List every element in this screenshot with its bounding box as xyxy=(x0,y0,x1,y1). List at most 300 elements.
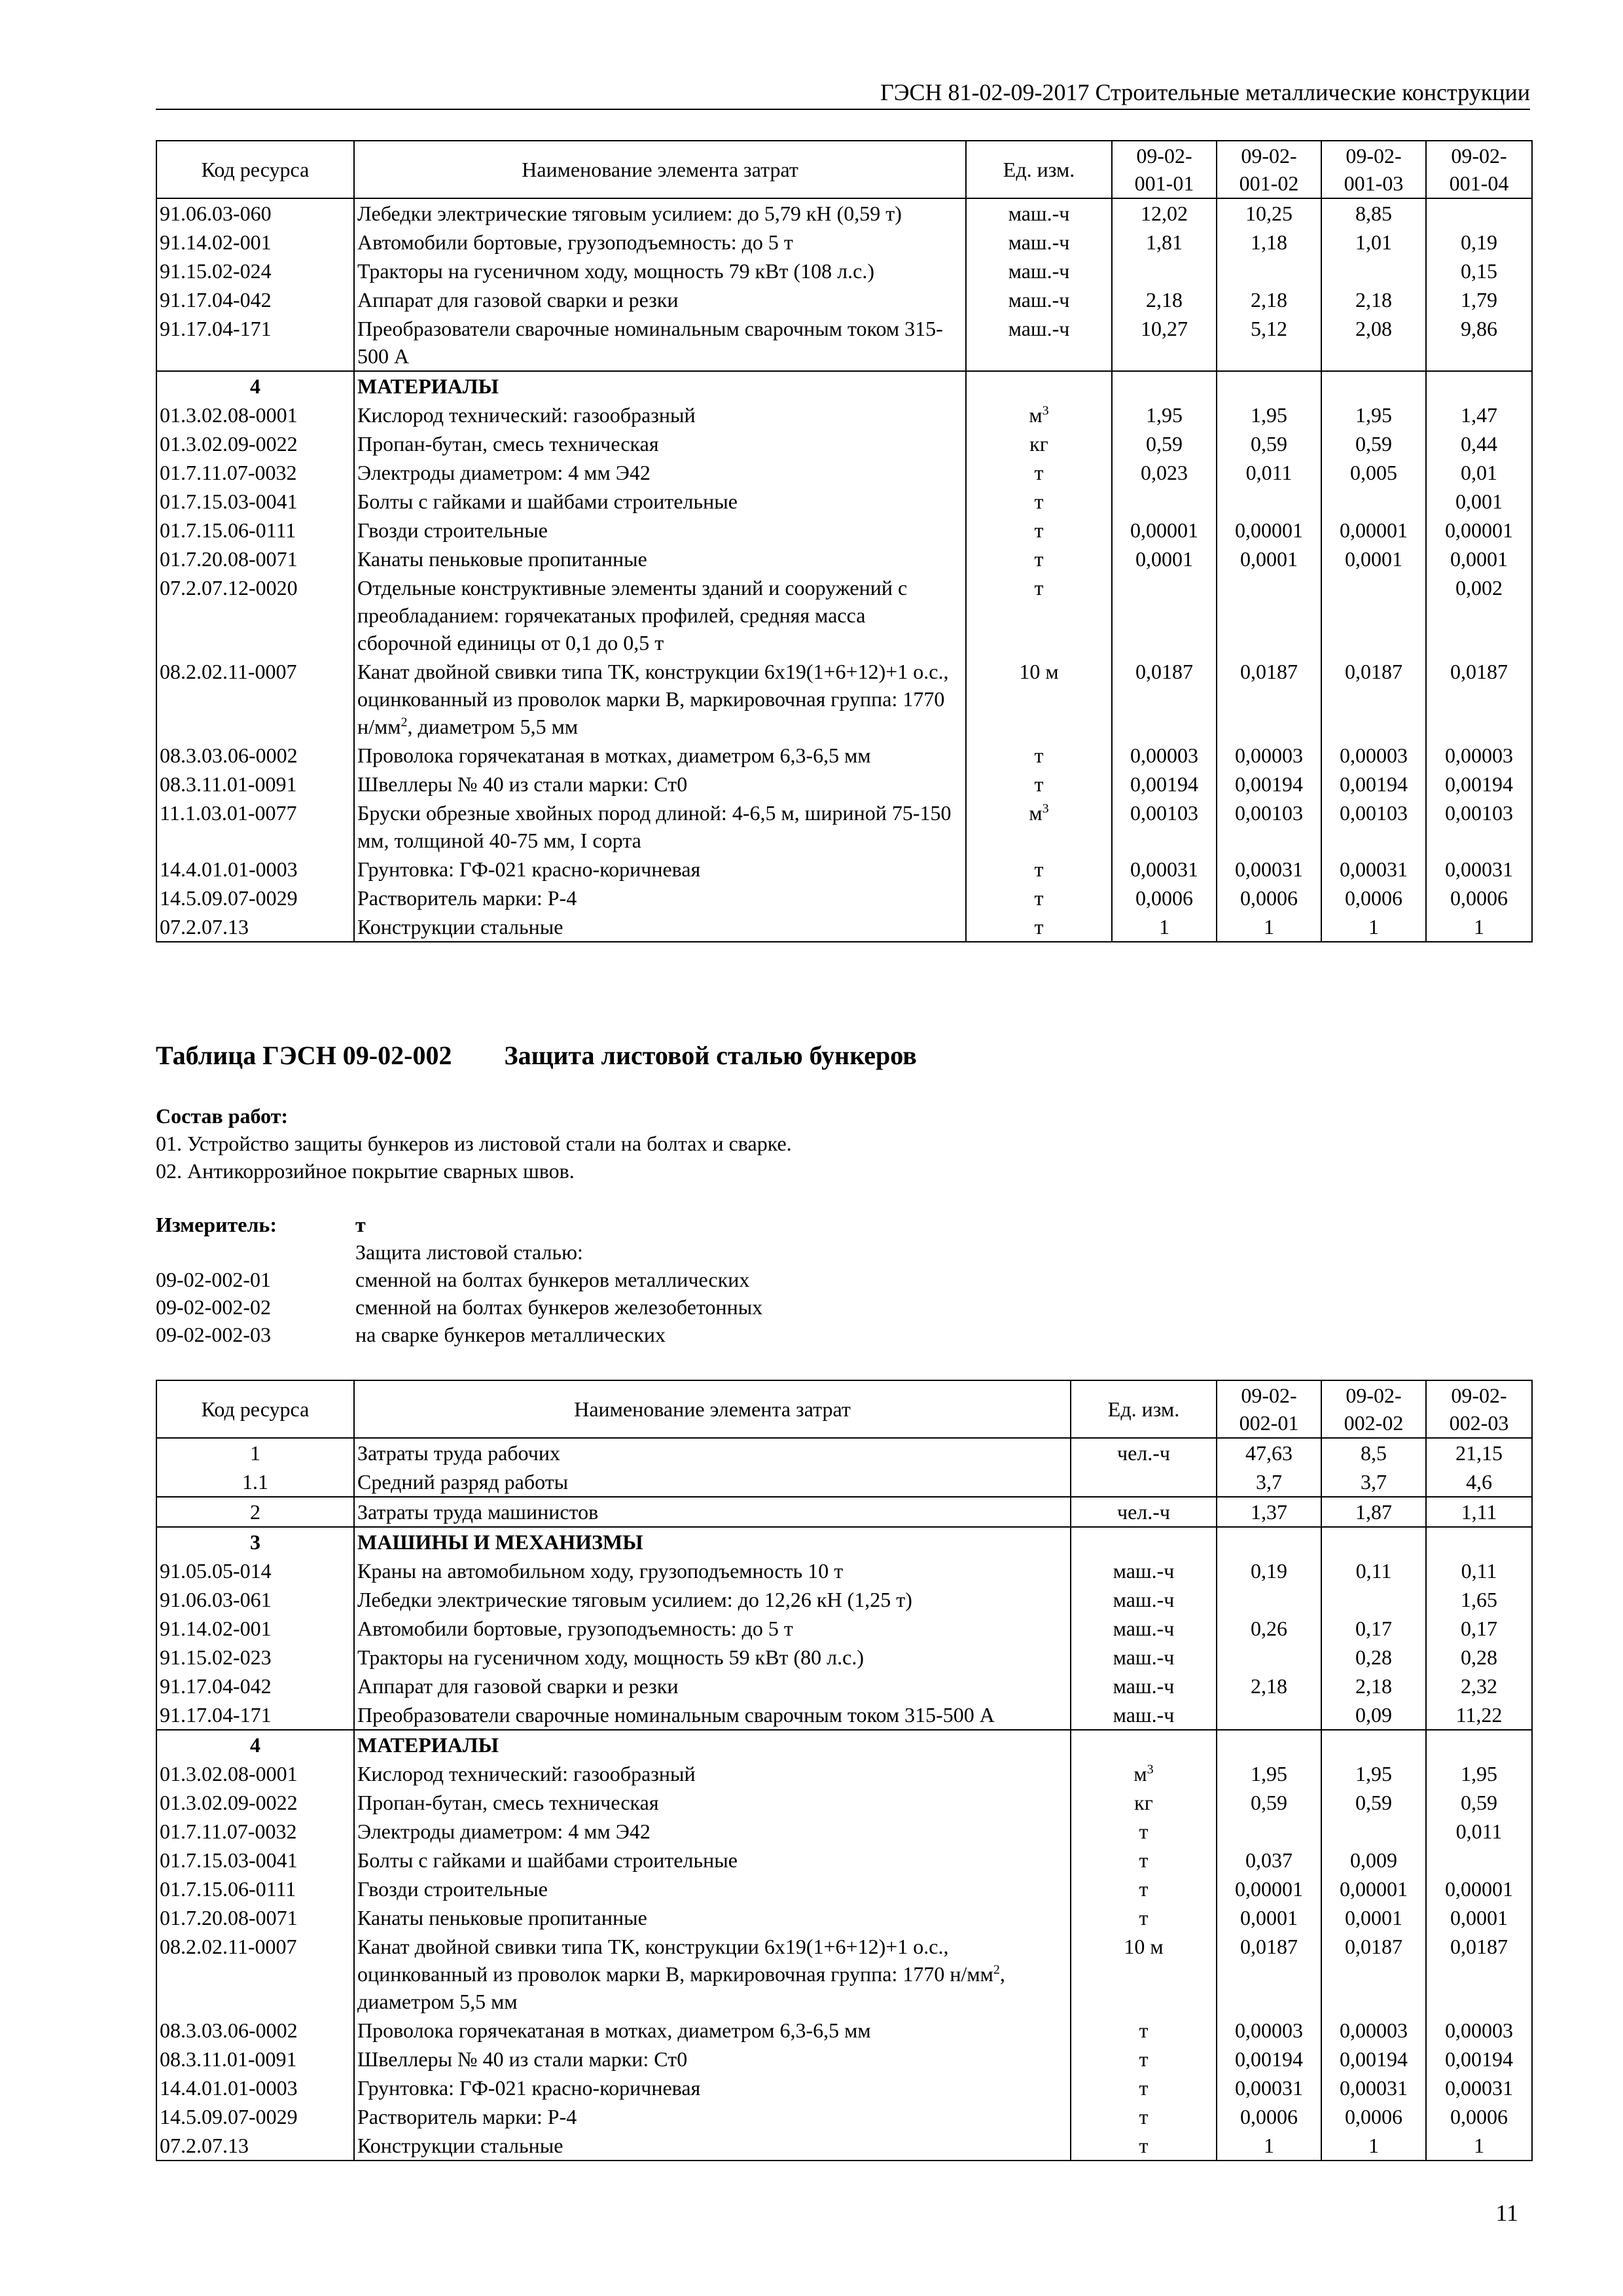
unit: 10 м xyxy=(1071,1932,1217,2016)
table-row xyxy=(156,2131,1532,2161)
unit: т xyxy=(1071,2131,1217,2161)
norm-value: 0,00031 xyxy=(1217,855,1321,884)
norm-value: 0,09 xyxy=(1321,1700,1426,1730)
norm-value: 0,023 xyxy=(1112,458,1217,487)
unit: т xyxy=(966,770,1112,798)
unit: т xyxy=(966,458,1112,487)
norm-value: 0,00031 xyxy=(1426,2073,1532,2102)
resource-name: Проволока горячекатаная в мотках, диаметром 6,3-6,5 мм xyxy=(354,2016,1071,2045)
column-header: 09-02- 001-02 xyxy=(1217,141,1321,198)
resource-code: 01.3.02.09-0022 xyxy=(156,1788,354,1817)
table-row xyxy=(156,516,1532,545)
resource-code: 01.7.20.08-0071 xyxy=(156,1903,354,1932)
resource-name: Швеллеры № 40 из стали марки: Ст0 xyxy=(354,2045,1071,2073)
resource-name: Преобразователи сварочные номинальным сварочным током 315-500 А xyxy=(354,314,966,371)
norm-value: 0,00031 xyxy=(1426,855,1532,884)
table-row xyxy=(156,314,1532,371)
norm-value: 1,95 xyxy=(1426,1759,1532,1788)
table-row xyxy=(156,1874,1532,1903)
resource-code: 4 xyxy=(156,371,354,401)
column-header: 09-02- 001-04 xyxy=(1426,141,1532,198)
unit: $м^3$ xyxy=(966,798,1112,855)
norm-value: 0,00001 xyxy=(1321,1874,1426,1903)
resource-code: 91.06.03-060 xyxy=(156,198,354,228)
norm-value xyxy=(1217,1817,1321,1846)
norm-value: 1 xyxy=(1321,912,1426,942)
norm-value: 0,00003 xyxy=(1112,741,1217,770)
unit: т xyxy=(966,884,1112,912)
norm-value: 3,7 xyxy=(1321,1467,1426,1497)
norm-value xyxy=(1217,371,1321,401)
resource-name: Пропан-бутан, смесь техническая xyxy=(354,1788,1071,1817)
norm-value: 0,59 xyxy=(1426,1788,1532,1817)
unit xyxy=(1071,1467,1217,1497)
norm-value: 1,01 xyxy=(1321,228,1426,257)
norm-value: 0,00194 xyxy=(1321,770,1426,798)
table-row xyxy=(156,855,1532,884)
resource-code: 11.1.03.01-0077 xyxy=(156,798,354,855)
norm-value xyxy=(1112,371,1217,401)
norm-value xyxy=(1426,371,1532,401)
section-row xyxy=(156,1527,1532,1556)
table-row xyxy=(156,285,1532,314)
table-row xyxy=(156,1846,1532,1874)
resource-name: Преобразователи сварочные номинальным сварочным током 315-500 А xyxy=(354,1700,1071,1730)
norm-value xyxy=(1217,1700,1321,1730)
table-row xyxy=(156,487,1532,516)
resource-code: 91.17.04-171 xyxy=(156,314,354,371)
resource-code: 01.7.15.06-0111 xyxy=(156,1874,354,1903)
norm-value: 0,005 xyxy=(1321,458,1426,487)
table-row xyxy=(156,657,1532,741)
norm-value: 0,00194 xyxy=(1217,2045,1321,2073)
resource-name: Гвозди строительные xyxy=(354,516,966,545)
norm-value: 0,01 xyxy=(1426,458,1532,487)
norm-value xyxy=(1321,487,1426,516)
norm-value: 0,00031 xyxy=(1217,2073,1321,2102)
composition-item: 02. Антикоррозийное покрытие сварных швов. xyxy=(156,1159,575,1183)
norm-value: 1,95 xyxy=(1217,1759,1321,1788)
resource-name: Кислород технический: газообразный xyxy=(354,1759,1071,1788)
meter-unit: т xyxy=(355,1213,366,1236)
resource-code: 08.3.11.01-0091 xyxy=(156,2045,354,2073)
norm-value: 1 xyxy=(1217,2131,1321,2161)
norm-value: 0,00003 xyxy=(1321,741,1426,770)
norm-value: 3,7 xyxy=(1217,1467,1321,1497)
table-row xyxy=(156,770,1532,798)
norm-value: 0,00001 xyxy=(1112,516,1217,545)
resource-name: Канат двойной свивки типа ТК, конструкции 6х19(1+6+12)+1 о.с., оцинкованный из проволок марки В, маркировочная группа: 1770 $н/мм^2$, диаметром 5,5 мм xyxy=(354,1932,1071,2016)
norm-value: 0,037 xyxy=(1217,1846,1321,1874)
meter-text: сменной на болтах бункеров металлических xyxy=(355,1268,750,1291)
resource-code: 14.4.01.01-0003 xyxy=(156,855,354,884)
norm-value: 1 xyxy=(1217,912,1321,942)
section-row xyxy=(156,371,1532,401)
resource-name: Болты с гайками и шайбами строительные xyxy=(354,487,966,516)
header-rule xyxy=(156,109,1530,110)
unit: маш.-ч xyxy=(966,314,1112,371)
unit: маш.-ч xyxy=(966,198,1112,228)
norm-value xyxy=(1217,1585,1321,1614)
resource-code: 01.7.15.03-0041 xyxy=(156,1846,354,1874)
norm-value xyxy=(1217,1643,1321,1672)
unit: кг xyxy=(1071,1788,1217,1817)
table-row xyxy=(156,573,1532,657)
resource-code: 01.3.02.09-0022 xyxy=(156,429,354,458)
norm-value: 1,81 xyxy=(1112,228,1217,257)
unit xyxy=(1071,1730,1217,1759)
resource-code: 91.14.02-001 xyxy=(156,1614,354,1643)
column-header: 09-02- 001-01 xyxy=(1112,141,1217,198)
resource-name: Аппарат для газовой сварки и резки xyxy=(354,1672,1071,1700)
table-row xyxy=(156,2102,1532,2131)
table-row xyxy=(156,401,1532,429)
resource-name: МАТЕРИАЛЫ xyxy=(354,371,966,401)
norm-value xyxy=(1426,1846,1532,1874)
norm-value: 0,0187 xyxy=(1217,657,1321,741)
norm-value: 0,0001 xyxy=(1217,1903,1321,1932)
column-header: Наименование элемента затрат xyxy=(354,1380,1071,1438)
resource-code: 01.7.11.07-0032 xyxy=(156,458,354,487)
norm-value: 0,26 xyxy=(1217,1614,1321,1643)
unit: т xyxy=(966,573,1112,657)
table-row xyxy=(156,798,1532,855)
resource-name: Проволока горячекатаная в мотках, диаметром 6,3-6,5 мм xyxy=(354,741,966,770)
resource-table-09-02-001 xyxy=(156,140,1533,942)
norm-value: 8,85 xyxy=(1321,198,1426,228)
resource-code: 91.15.02-023 xyxy=(156,1643,354,1672)
resource-code: 01.7.15.03-0041 xyxy=(156,487,354,516)
norm-value: 1,95 xyxy=(1217,401,1321,429)
resource-name: Средний разряд работы xyxy=(354,1467,1071,1497)
norm-value: 0,0006 xyxy=(1426,2102,1532,2131)
table-row xyxy=(156,1817,1532,1846)
norm-value xyxy=(1112,573,1217,657)
resource-name: Пропан-бутан, смесь техническая xyxy=(354,429,966,458)
unit: маш.-ч xyxy=(1071,1643,1217,1672)
unit: т xyxy=(966,855,1112,884)
table-row xyxy=(156,257,1532,285)
resource-name: Электроды диаметром: 4 мм Э42 xyxy=(354,458,966,487)
unit: маш.-ч xyxy=(966,228,1112,257)
unit: т xyxy=(1071,2073,1217,2102)
norm-value: 0,59 xyxy=(1321,429,1426,458)
table-row xyxy=(156,2045,1532,2073)
norm-value: 1,95 xyxy=(1321,1759,1426,1788)
norm-value: 1,95 xyxy=(1321,401,1426,429)
table-row xyxy=(156,1643,1532,1672)
resource-name: Гвозди строительные xyxy=(354,1874,1071,1903)
column-header: 09-02- 002-01 xyxy=(1217,1380,1321,1438)
norm-value: 0,00001 xyxy=(1217,1874,1321,1903)
unit: т xyxy=(1071,1817,1217,1846)
unit: 10 м xyxy=(966,657,1112,741)
norm-value: 0,00031 xyxy=(1321,855,1426,884)
meter-code: 09-02-002-02 xyxy=(156,1295,271,1319)
resource-name: Конструкции стальные xyxy=(354,912,966,942)
resource-code: 07.2.07.13 xyxy=(156,2131,354,2161)
resource-code: 08.3.03.06-0002 xyxy=(156,2016,354,2045)
resource-code: 1.1 xyxy=(156,1467,354,1497)
norm-value xyxy=(1217,1730,1321,1759)
resource-name: Краны на автомобильном ходу, грузоподъемность 10 т xyxy=(354,1556,1071,1585)
table-row xyxy=(156,458,1532,487)
norm-value: 0,0187 xyxy=(1426,657,1532,741)
table-row xyxy=(156,1467,1532,1497)
norm-value: 1 xyxy=(1321,2131,1426,2161)
norm-value: 0,0001 xyxy=(1321,545,1426,573)
column-header: 09-02- 001-03 xyxy=(1321,141,1426,198)
norm-value xyxy=(1217,1527,1321,1556)
unit: т xyxy=(966,741,1112,770)
resource-name: Канаты пеньковые пропитанные xyxy=(354,1903,1071,1932)
norm-value: 0,0187 xyxy=(1112,657,1217,741)
norm-value xyxy=(1321,1730,1426,1759)
resource-name: Канат двойной свивки типа ТК, конструкции 6х19(1+6+12)+1 о.с., оцинкованный из проволок марки В, маркировочная группа: 1770 $н/мм^2$, диаметром 5,5 мм xyxy=(354,657,966,741)
table-row xyxy=(156,198,1532,228)
column-header: Ед. изм. xyxy=(966,141,1112,198)
resource-name: МАТЕРИАЛЫ xyxy=(354,1730,1071,1759)
resource-name: Растворитель марки: Р-4 xyxy=(354,2102,1071,2131)
norm-value: 0,0006 xyxy=(1321,2102,1426,2131)
unit: т xyxy=(966,912,1112,942)
norm-value: 0,00001 xyxy=(1321,516,1426,545)
table-row xyxy=(156,429,1532,458)
norm-value xyxy=(1217,573,1321,657)
norm-value: 2,18 xyxy=(1112,285,1217,314)
table-code: Таблица ГЭСН 09-02-002 xyxy=(156,1041,452,1070)
resource-name: Отдельные конструктивные элементы зданий и сооружений с преобладанием: горячекатаных профилей, средняя масса сборочной единицы от 0,1 до 0,5 т xyxy=(354,573,966,657)
norm-value: 0,011 xyxy=(1426,1817,1532,1846)
resource-table-09-02-002 xyxy=(156,1380,1533,2161)
norm-value: 11,22 xyxy=(1426,1700,1532,1730)
norm-value: 0,11 xyxy=(1321,1556,1426,1585)
work-composition xyxy=(156,1102,792,1185)
table-row xyxy=(156,912,1532,942)
unit: чел.-ч xyxy=(1071,1438,1217,1467)
resource-code: 07.2.07.13 xyxy=(156,912,354,942)
norm-value: 1,65 xyxy=(1426,1585,1532,1614)
norm-value: 0,0006 xyxy=(1217,2102,1321,2131)
resource-name: Бруски обрезные хвойных пород длиной: 4-6,5 м, шириной 75-150 мм, толщиной 40-75 мм, I сорта xyxy=(354,798,966,855)
norm-value: 0,59 xyxy=(1217,429,1321,458)
resource-name: Болты с гайками и шайбами строительные xyxy=(354,1846,1071,1874)
resource-code: 4 xyxy=(156,1730,354,1759)
resource-code: 91.15.02-024 xyxy=(156,257,354,285)
norm-value: 0,0001 xyxy=(1112,545,1217,573)
unit: маш.-ч xyxy=(1071,1614,1217,1643)
norm-value: 0,0001 xyxy=(1217,545,1321,573)
norm-value: 0,00194 xyxy=(1426,2045,1532,2073)
norm-value: 2,18 xyxy=(1321,285,1426,314)
norm-value: 0,44 xyxy=(1426,429,1532,458)
table-row xyxy=(156,1438,1532,1467)
norm-value: 2,32 xyxy=(1426,1672,1532,1700)
norm-value: 0,19 xyxy=(1217,1556,1321,1585)
norm-value xyxy=(1112,257,1217,285)
norm-value: 0,11 xyxy=(1426,1556,1532,1585)
norm-value: 12,02 xyxy=(1112,198,1217,228)
unit: маш.-ч xyxy=(1071,1585,1217,1614)
norm-value xyxy=(1426,198,1532,228)
norm-value: 0,00194 xyxy=(1321,2045,1426,2073)
table-row xyxy=(156,1614,1532,1643)
resource-code: 91.17.04-171 xyxy=(156,1700,354,1730)
resource-code: 01.3.02.08-0001 xyxy=(156,401,354,429)
resource-name: Тракторы на гусеничном ходу, мощность 59 кВт (80 л.с.) xyxy=(354,1643,1071,1672)
norm-value: 0,0001 xyxy=(1426,1903,1532,1932)
norm-value: 0,15 xyxy=(1426,257,1532,285)
unit: $м^3$ xyxy=(966,401,1112,429)
column-header: Код ресурса xyxy=(156,141,354,198)
resource-code: 08.3.11.01-0091 xyxy=(156,770,354,798)
norm-value xyxy=(1321,371,1426,401)
norm-value xyxy=(1321,573,1426,657)
norm-value: 2,08 xyxy=(1321,314,1426,371)
norm-value: 10,27 xyxy=(1112,314,1217,371)
norm-value: 5,12 xyxy=(1217,314,1321,371)
norm-value xyxy=(1112,487,1217,516)
norm-value xyxy=(1321,257,1426,285)
norm-value: 0,00103 xyxy=(1426,798,1532,855)
table-row xyxy=(156,1497,1532,1527)
resource-name: Тракторы на гусеничном ходу, мощность 79 кВт (108 л.с.) xyxy=(354,257,966,285)
norm-value: 0,0187 xyxy=(1321,657,1426,741)
norm-value: 0,0006 xyxy=(1112,884,1217,912)
norm-value xyxy=(1217,487,1321,516)
column-header: Код ресурса xyxy=(156,1380,354,1438)
resource-code: 07.2.07.12-0020 xyxy=(156,573,354,657)
table-row xyxy=(156,884,1532,912)
table-row xyxy=(156,228,1532,257)
norm-value: 0,00103 xyxy=(1112,798,1217,855)
resource-code: 14.5.09.07-0029 xyxy=(156,2102,354,2131)
table-row xyxy=(156,1700,1532,1730)
resource-name: Лебедки электрические тяговым усилием: до 5,79 кН (0,59 т) xyxy=(354,198,966,228)
norm-value: 0,00003 xyxy=(1426,741,1532,770)
column-header: 09-02- 002-02 xyxy=(1321,1380,1426,1438)
norm-value: 0,00031 xyxy=(1321,2073,1426,2102)
norm-value: 0,00194 xyxy=(1112,770,1217,798)
resource-code: 01.3.02.08-0001 xyxy=(156,1759,354,1788)
norm-value: 0,00003 xyxy=(1321,2016,1426,2045)
norm-value: 0,59 xyxy=(1321,1788,1426,1817)
norm-value: 9,86 xyxy=(1426,314,1532,371)
resource-name: МАШИНЫ И МЕХАНИЗМЫ xyxy=(354,1527,1071,1556)
resource-code: 08.3.03.06-0002 xyxy=(156,741,354,770)
resource-name: Швеллеры № 40 из стали марки: Ст0 xyxy=(354,770,966,798)
norm-value: 0,19 xyxy=(1426,228,1532,257)
norm-value: 1,37 xyxy=(1217,1497,1321,1527)
column-header: Наименование элемента затрат xyxy=(354,141,966,198)
resource-code: 1 xyxy=(156,1438,354,1467)
norm-value: 0,009 xyxy=(1321,1846,1426,1874)
norm-value: 0,59 xyxy=(1217,1788,1321,1817)
resource-code: 01.7.11.07-0032 xyxy=(156,1817,354,1846)
table-row xyxy=(156,1585,1532,1614)
norm-value: 0,0187 xyxy=(1426,1932,1532,2016)
meter-label: Измеритель: xyxy=(156,1213,277,1236)
norm-value xyxy=(1217,257,1321,285)
norm-value xyxy=(1321,1527,1426,1556)
norm-value: 0,0006 xyxy=(1426,884,1532,912)
table-row xyxy=(156,1672,1532,1700)
norm-value: 0,00003 xyxy=(1426,2016,1532,2045)
resource-name: Аппарат для газовой сварки и резки xyxy=(354,285,966,314)
resource-name: Канаты пеньковые пропитанные xyxy=(354,545,966,573)
norm-value: 0,002 xyxy=(1426,573,1532,657)
resource-code: 91.17.04-042 xyxy=(156,285,354,314)
section-row xyxy=(156,1730,1532,1759)
table-row xyxy=(156,1788,1532,1817)
norm-value: 0,00001 xyxy=(1426,1874,1532,1903)
resource-code: 91.05.05-014 xyxy=(156,1556,354,1585)
norm-value: 4,6 xyxy=(1426,1467,1532,1497)
norm-value: 1,11 xyxy=(1426,1497,1532,1527)
meter-text: на сварке бункеров металлических xyxy=(355,1323,666,1346)
unit: т xyxy=(1071,2102,1217,2131)
meter-code: 09-02-002-01 xyxy=(156,1268,271,1291)
norm-value: 1 xyxy=(1426,912,1532,942)
norm-value: 0,00194 xyxy=(1217,770,1321,798)
column-header: Ед. изм. xyxy=(1071,1380,1217,1438)
unit: $м^3$ xyxy=(1071,1759,1217,1788)
norm-value: 0,0006 xyxy=(1217,884,1321,912)
unit xyxy=(1071,1527,1217,1556)
table-row xyxy=(156,1903,1532,1932)
resource-name: Конструкции стальные xyxy=(354,2131,1071,2161)
norm-value: 1,79 xyxy=(1426,285,1532,314)
norm-value: 0,00003 xyxy=(1217,741,1321,770)
norm-value: 0,28 xyxy=(1426,1643,1532,1672)
norm-value: 0,0187 xyxy=(1321,1932,1426,2016)
norm-value: 0,00103 xyxy=(1217,798,1321,855)
norm-value xyxy=(1426,1730,1532,1759)
norm-value: 2,18 xyxy=(1217,1672,1321,1700)
table-row xyxy=(156,2016,1532,2045)
norm-value: 1 xyxy=(1112,912,1217,942)
table-row xyxy=(156,545,1532,573)
resource-name: Затраты труда машинистов xyxy=(354,1497,1071,1527)
unit: маш.-ч xyxy=(1071,1672,1217,1700)
unit: маш.-ч xyxy=(966,257,1112,285)
norm-value: 1,87 xyxy=(1321,1497,1426,1527)
norm-value: 0,00194 xyxy=(1426,770,1532,798)
resource-code: 2 xyxy=(156,1497,354,1527)
norm-value: 0,001 xyxy=(1426,487,1532,516)
resource-code: 08.2.02.11-0007 xyxy=(156,657,354,741)
resource-code: 14.4.01.01-0003 xyxy=(156,2073,354,2102)
table-title xyxy=(156,1039,917,1072)
norm-value: 2,18 xyxy=(1217,285,1321,314)
table-row xyxy=(156,1759,1532,1788)
norm-value: 0,0001 xyxy=(1321,1903,1426,1932)
meter-block xyxy=(156,1211,762,1348)
composition-label: Состав работ: xyxy=(156,1104,289,1128)
norm-value: 0,59 xyxy=(1112,429,1217,458)
norm-value: 0,00003 xyxy=(1217,2016,1321,2045)
norm-value: 1,47 xyxy=(1426,401,1532,429)
norm-value: 0,28 xyxy=(1321,1643,1426,1672)
norm-value: 1 xyxy=(1426,2131,1532,2161)
resource-name: Кислород технический: газообразный xyxy=(354,401,966,429)
norm-value: 0,00103 xyxy=(1321,798,1426,855)
composition-item: 01. Устройство защиты бункеров из листовой стали на болтах и сварке. xyxy=(156,1132,792,1155)
norm-value: 0,00031 xyxy=(1112,855,1217,884)
norm-value: 47,63 xyxy=(1217,1438,1321,1467)
norm-value: 0,00001 xyxy=(1217,516,1321,545)
norm-value: 2,18 xyxy=(1321,1672,1426,1700)
